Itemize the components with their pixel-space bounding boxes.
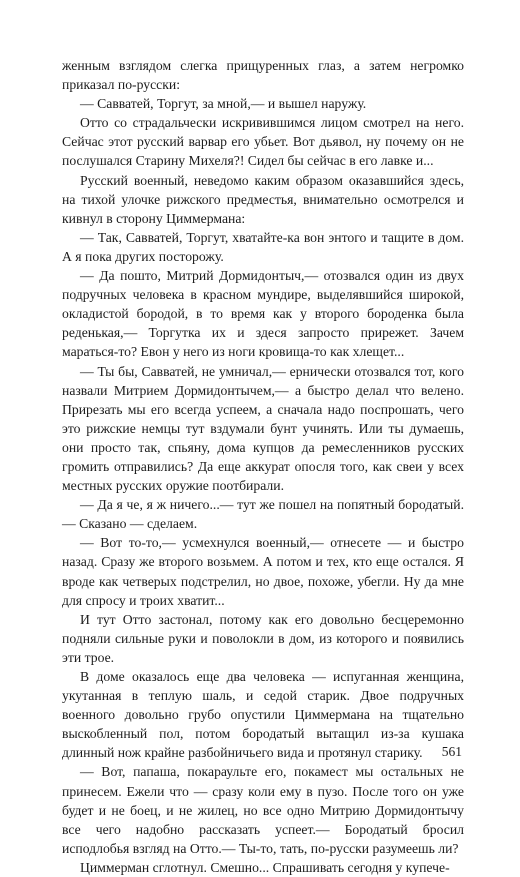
paragraph: Русский военный, неведомо каким образом оказавшийся здесь, на тихой улочке рижского предместья, внимательно осмотрелся и кивнул в сторону Циммермана: — [62, 172, 464, 226]
paragraph: женным взглядом слегка прищуренных глаз, а затем негромко приказал по-русски: — [62, 58, 464, 93]
paragraph: — Так, Савватей, Торгут, хватайте-ка вон энтого и тащите в дом. А я пока других посторожу. — [62, 229, 464, 264]
paragraph: — Ты бы, Савватей, не умничал,— ернически отозвался тот, кого назвали Митрием Дормидонтычем,— а быстро делал что велено. Прирезать мы его всегда успеем, а сначала надо поспрошать, чего это рижские немцы тут вздумали бунт учинять. Или ты думаешь, они просто так, спьяну, дома купцов да ремесленников русских громить отправились? Да еще аккурат опосля того, как свеи у всех местных русских оружие поотбирали. — [62, 363, 464, 494]
paragraph: Отто со страдальчески искривившимся лицом смотрел на него. Сейчас этот русский варвар его убьет. Вот дьявол, ну почему он не послушался Старину Михеля?! Сидел бы сейчас в его лавке и... — [62, 115, 464, 169]
paragraph: — Да я че, я ж ничего...— тут же пошел на попятный бородатый.— Сказано — сделаем. — [62, 497, 464, 532]
paragraph: Циммерман сглотнул. Смешно... Спрашивать сегодня у купече- — [80, 859, 450, 875]
body-text — [62, 56, 464, 877]
paragraph: — Савватей, Торгут, за мной,— и вышел наружу. — [80, 96, 367, 112]
paragraph: И тут Отто застонал, потому как его довольно бесцеремонно подняли сильные руки и поволокли в дом, из которого и появились эти трое. — [62, 611, 464, 665]
paragraph: — Да пошто, Митрий Дормидонтыч,— отозвался один из двух подручных человека в красном мундире, выделявшийся широкой, окладистой бородой, в то время как у второго бороденка была реденькая,— Торгутка их и здеся запросто прирежет. Зачем мараться-то? Евон у него из ноги кровища-то как хлещет... — [62, 268, 464, 360]
page-number: 561 — [441, 744, 462, 759]
paragraph: В доме оказалось еще два человека — испуганная женщина, укутанная в теплую шаль, и седой старик. Двое подручных военного довольно грубо опустили Циммермана на тщательно выскобленный пол, потом бородатый вытащил из-за кушака длинный нож крайне разбойничьего вида и протянул старику. — [62, 669, 464, 761]
paragraph: — Вот то-то,— усмехнулся военный,— отнесете — и быстро назад. Сразу же второго возьмем. А потом и тех, кто еще остался. Я вроде как четверых подстрелил, но двое, похоже, убегли. Ну да мне для спросу и троих хватит... — [62, 535, 464, 608]
paragraph: — Вот, папаша, покараульте его, покамест мы остальных не принесем. Ежели что — сразу коли ему в пузо. После того он уже будет и не боец, и не жилец, но все одно Митрию Дормидонтычу все чего надобно рассказать успеет.— Бородатый бросил исподлобья взгляд на Отто.— Ты-то, тать, по-русски разумеешь ли? — [62, 764, 464, 856]
